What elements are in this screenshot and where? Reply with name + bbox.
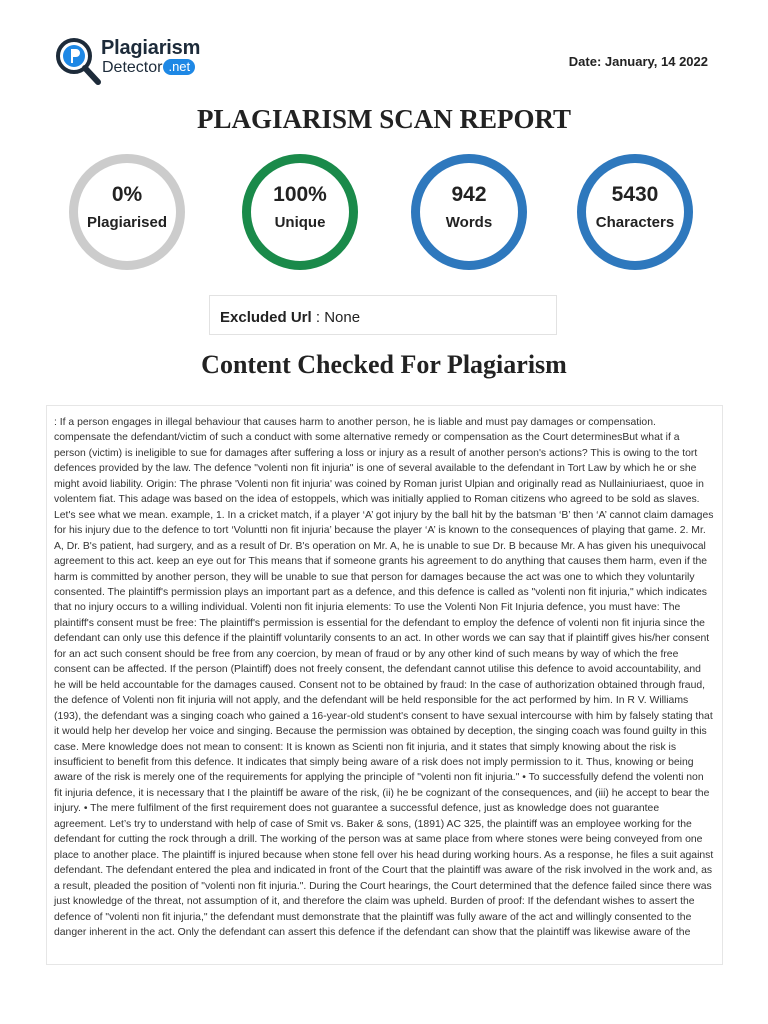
stat-label: Words (445, 214, 493, 231)
content-box (46, 405, 723, 965)
logo-text: Plagiarism (101, 37, 201, 59)
stat-value: 0% (111, 183, 143, 206)
excluded-url-box (209, 295, 557, 335)
checked-content-text: : If a person engages in illegal behaviour that causes harm to another person, he is liable and must pay damages or compensation. compensate the defendant/victim of such a conduct with some alternative remedy or compensation as the Court determinesBut what if a person (victim) is ineligible to sue for damages after suffering a loss or injury as a result of another person's actions? This is owing to the tort defences provided by the law. The defence "volenti non fit injuria" is one of several available to the defendant in Tort Law by which he or she might avoid liability. Origin: The phrase 'Volenti non fit injuria' was coined by Roman jurist Ulpian and originally read as Nullainiuriaest, quoe in volentem fiat. This adage was based on the idea of estoppels, which was initially applied to Roman citizens who agreed to be sold as slaves. Let's see what we mean. example, 1. In a cricket match, if a player ‘A’ got injury by the ball hit by the batsman ‘B’ then ‘A’ cannot claim damages for his injury due to the defence to tort ‘Voluntti non fit injuria’ because the player ‘A’ is known to the consequences of playing that game. 2. Mr. A, Dr. B's patient, had surgery, and as a result of Dr. B's operation on Mr. A, he is unable to sue Dr. B because Mr. A has given his unequivocal agreement to this act. keep an eye out for This means that if someone grants his agreement to do anything that causes them harm, even if the harm is committed by another person, they will be unable to sue that person for damages because the act was one to which they voluntarily consented. The plaintiff's permission plays an important part as a defence, and this defence is called as "volenti non fit injuria," which indicates that no injury occurs to a willing individual. Volenti non fit injuria elements: To use the Volenti Non Fit Injuria defence, you must have: The plaintiff's consent must be free: The plaintiff's permission is essential for the defendant to employ the defence of volenti non fit injuria since the defendant can only use this defence if the plaintiff voluntarily consents to an act. In other words we can say that if plaintiff gives his/her consent for an act such consent should be free from any coercion, by mean of fraud or by any other kind of such means by way of which the free consent can be affected. If the person (Plaintiff) does not freely consent, the defendant cannot utilise this defence to avoid accountability, and he will be held accountable for the damages caused. Consent not to be obtained by fraud: In the case of authorization obtained through fraud, the defence of Volenti non fit injuria will not apply, and the defendant will be held responsible for the act performed by him. In R V. Williams (193), the defendant was a singing coach who gained a 16-year-old student's consent to have sexual intercourse with him by falsely stating that it would help her develop her voice and singing. Because the permission was obtained by deception, the singing coach was found guilty in this case. Mere knowledge does not mean to consent: It is known as Scienti non fit injuria, and it states that simply knowing about the risk is insufficient to benefit from this defence. It indicates that simply being aware of a risk does not imply permission to it. Thus, knowing or being aware of the risk is merely one of the requirements for applying the principle of "volenti non fit injuria." • To successfully defend the volenti non fit injuria defence, it is necessary that I the plaintiff be aware of the risk, (ii) he be cognizant of the consequences, and (iii) he accept to bear the injury. • The mere fulfilment of the first requirement does not guarantee a successful defence, just as knowledge does not guarantee agreement. Let’s try to understand with help of case of Smit vs. Baker & sons, (1891) AC 325, the plaintiff was an employee working for the defendant for cutting the rock through a drill. The working of the person was at same place from where stones were being conveyed from one place to another place. The plaintiff is injured because when stone fell over his head during working hours. As a response, he files a suit against defendant. The defendant entered the plea and indicated in front of the Court that the plaintiff was aware of the risk involved in the work and, as a result, pleaded the position of "volenti non fit injuria.". During the Court hearings, the Court determined that the defence failed since there was just knowledge of the threat, not assumption of it, and therefore the claim was upheld. Burden of proof: If the defendant wishes to assert the defence of "volenti non fit injuria," the defendant must demonstrate that the plaintiff was fully aware of the act and willingly consented to the danger inherent in the act. Only the defendant can assert this defence if the defendant can show that the plaintiff was likewise aware of the (54, 417, 714, 938)
ring-unique-icon (241, 153, 359, 271)
stat-value: 942 (451, 183, 487, 206)
excluded-url-label: Excluded Url (220, 309, 312, 326)
stat-words (410, 153, 528, 271)
ring-characters-icon (576, 153, 694, 271)
excluded-url-value: : None (311, 309, 361, 326)
stat-unique (241, 153, 359, 271)
logo-tld-badge: .net (163, 59, 195, 75)
stat-label: Characters (595, 214, 675, 231)
stat-label: Unique (274, 214, 326, 231)
stat-label: Plagiarised (86, 214, 168, 231)
ring-words-icon (410, 153, 528, 271)
excluded-url-line (220, 309, 360, 326)
stat-value: 100% (273, 183, 327, 206)
report-date: Date: January, 14 2022 (568, 54, 708, 69)
site-logo[interactable] (54, 36, 224, 88)
ring-plagiarised-icon (68, 153, 186, 271)
logo-subtext (102, 59, 195, 77)
logo-subtext-word: Detector (102, 59, 163, 76)
content-title: Content Checked For Plagiarism (201, 350, 567, 379)
stat-plagiarised (68, 153, 186, 271)
stat-value: 5430 (611, 183, 659, 206)
page-title: PLAGIARISM SCAN REPORT (196, 104, 572, 134)
stat-characters (576, 153, 694, 271)
